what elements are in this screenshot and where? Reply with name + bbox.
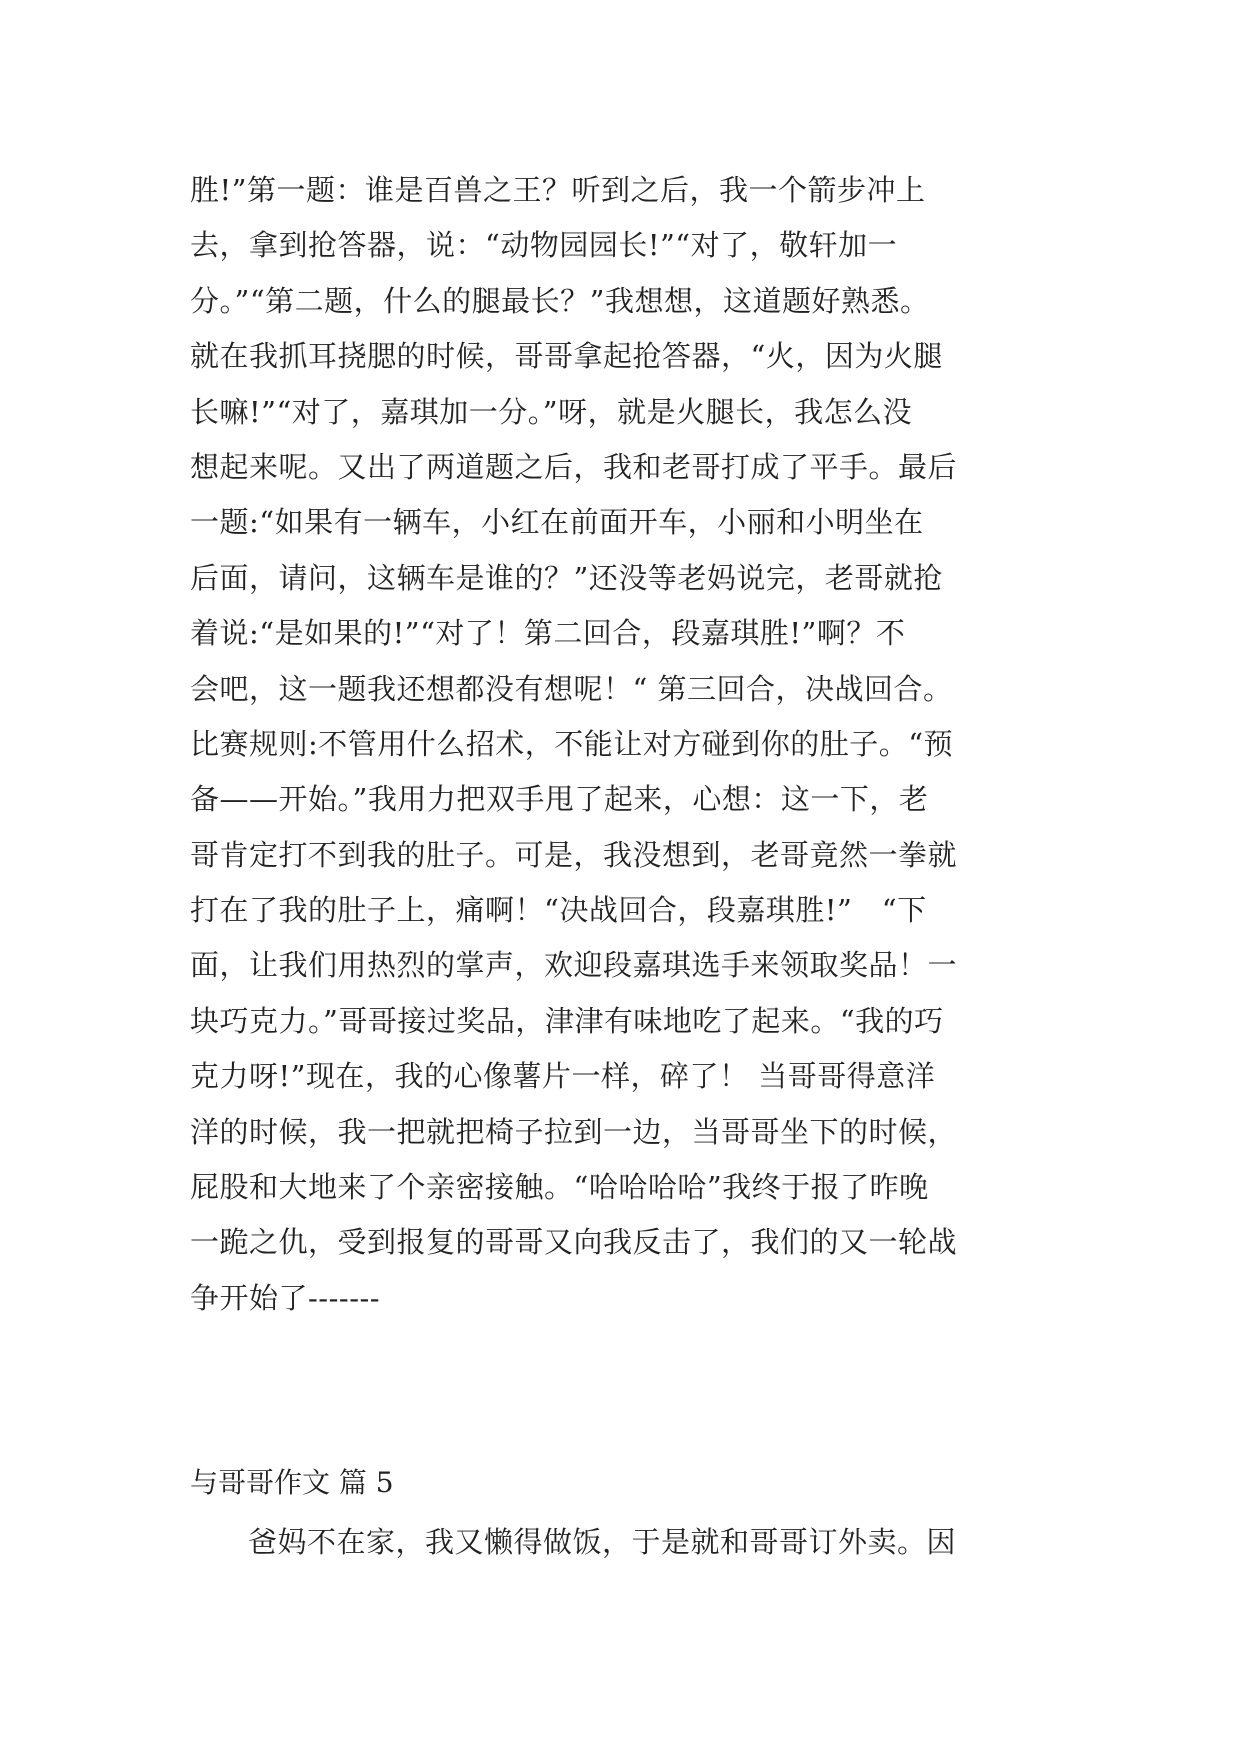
section-title: 与哥哥作文 篇 5: [190, 1466, 394, 1499]
text-line: 面，让我们用热烈的掌声，欢迎段嘉琪选手来领取奖品！一: [190, 948, 958, 983]
text-line: 去，拿到抢答器，说：“动物园园长!”“对了，敬轩加一: [190, 228, 898, 263]
text-line: 胜!”第一题：谁是百兽之王？听到之后，我一个箭步冲上: [190, 173, 926, 207]
text-line: 比赛规则:不管用什么招术，不能让对方碰到你的肚子。“预: [190, 726, 954, 761]
text-line: 洋的时候，我一把就把椅子拉到一边，当哥哥坐下的时候，: [190, 1114, 958, 1149]
text-line: 想起来呢。又出了两道题之后，我和老哥打成了平手。最后: [190, 449, 958, 484]
text-line: 长嘛!”“对了，嘉琪加一分。”呀，就是火腿长，我怎么没: [190, 394, 913, 429]
essay-body: [190, 163, 1110, 1326]
text-line: 打在了我的肚子上，痛啊！“决战回合，段嘉琪胜!” “下: [190, 893, 927, 928]
text-line: 着说:“是如果的!”“对了！第二回合，段嘉琪胜!”啊？不: [190, 616, 906, 651]
text-line: 后面，请问，这辆车是谁的？”还没等老妈说完，老哥就抢: [190, 560, 943, 595]
text-line: 分。”“第二题，什么的腿最长？”我想想，这道题好熟悉。: [190, 283, 930, 318]
text-line: 哥肯定打不到我的肚子。可是，我没想到，老哥竟然一拳就: [190, 837, 958, 872]
text-line: 屁股和大地来了个亲密接触。“哈哈哈哈”我终于报了昨晚: [190, 1170, 929, 1205]
text-line: 会吧，这一题我还想都没有想呢！“ 第三回合，决战回合。: [190, 671, 953, 706]
text-line: 一题:“如果有一辆车，小红在前面开车，小丽和小明坐在: [190, 505, 924, 540]
text-line: 备——开始。”我用力把双手甩了起来，心想：这一下，老: [190, 782, 929, 817]
text-line: 争开始了-------: [190, 1280, 381, 1315]
text-line: 块巧克力。”哥哥接过奖品，津津有味地吃了起来。“我的巧: [190, 1003, 944, 1038]
text-line: 一跪之仇，受到报复的哥哥又向我反击了，我们的又一轮战: [190, 1225, 958, 1260]
section-first-paragraph: 爸妈不在家，我又懒得做饭，于是就和哥哥订外卖。因: [248, 1525, 957, 1559]
text-line: 就在我抓耳挠腮的时候，哥哥拿起抢答器，“火，因为火腿: [190, 339, 943, 374]
text-line: 克力呀!”现在，我的心像薯片一样，碎了！ 当哥哥得意洋: [190, 1059, 936, 1094]
